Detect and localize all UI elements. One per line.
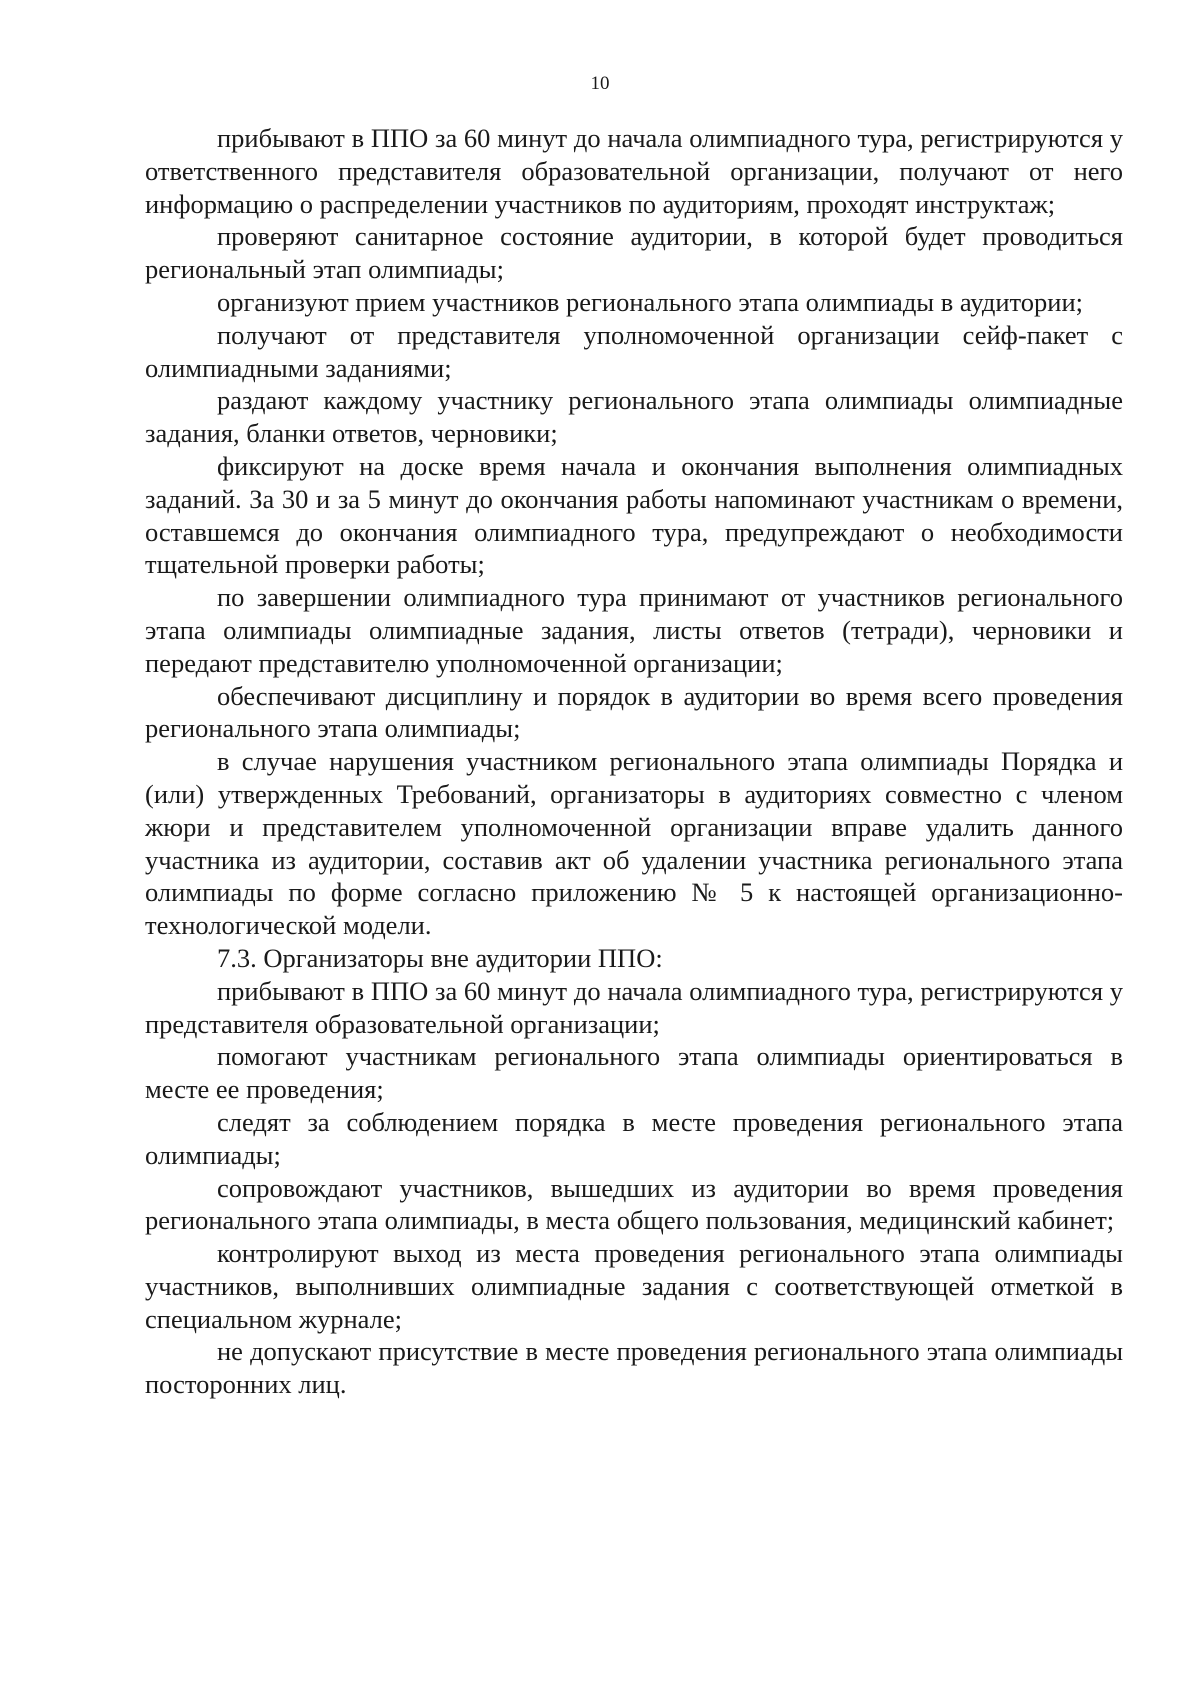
paragraph-safe-package: получают от представителя уполномоченной организации сейф-пакет с олимпиадными заданиями; <box>145 319 1123 383</box>
paragraph-exit-control: контролируют выход из места проведения регионального этапа олимпиады участников, выполнивших олимпиадные задания с соответствующей отметкой в специальном журнале; <box>145 1238 1123 1334</box>
paragraph-sanitary-check: проверяют санитарное состояние аудитории, в которой будет проводиться региональный этап олимпиады; <box>145 221 1123 285</box>
section-heading-7-3: 7.3. Организаторы вне аудитории ППО: <box>217 942 663 973</box>
page-body <box>145 122 1123 1401</box>
paragraph-arrival: прибывают в ППО за 60 минут до начала олимпиадного тура, регистрируются у ответственного представителя образовательной организации, получают от него информацию о распределении участников по аудиториям, проходят инструктаж; <box>145 123 1123 219</box>
paragraph-discipline: обеспечивают дисциплину и порядок в аудитории во время всего проведения регионального этапа олимпиады; <box>145 680 1123 744</box>
paragraph-escort: сопровождают участников, вышедших из аудитории во время проведения регионального этапа олимпиады, в места общего пользования, медицинский кабинет; <box>145 1172 1123 1236</box>
page-number: 10 <box>590 73 610 94</box>
paragraph-violation: в случае нарушения участником регионального этапа олимпиады Порядка и (или) утвержденных Требований, организаторы в аудиториях совместно с членом жюри и представителем уполномоченной организации вправе удалить данного участника из аудитории, составив акт об удалении участника регионального этапа олимпиады по форме согласно приложению № 5 к настоящей организационно-технологической модели. <box>145 746 1123 941</box>
paragraph-distribution: раздают каждому участнику регионального этапа олимпиады олимпиадные задания, бланки ответов, черновики; <box>145 385 1123 449</box>
paragraph-orientation: помогают участникам регионального этапа олимпиады ориентироваться в месте ее проведения; <box>145 1041 1123 1105</box>
paragraph-admission: организуют прием участников регионального этапа олимпиады в аудитории; <box>217 286 1083 317</box>
paragraph-order-control: следят за соблюдением порядка в месте проведения регионального этапа олимпиады; <box>145 1106 1123 1170</box>
paragraph-collection: по завершении олимпиадного тура принимают от участников регионального этапа олимпиады олимпиадные задания, листы ответов (тетради), черновики и передают представителю уполномоченной организации; <box>145 582 1123 678</box>
paragraph-time-fixing: фиксируют на доске время начала и окончания выполнения олимпиадных заданий. За 30 и за 5 минут до окончания работы напоминают участникам о времени, оставшемся до окончания олимпиадного тура, предупреждают о необходимости тщательной проверки работы; <box>145 450 1123 580</box>
paragraph-outsiders: не допускают присутствие в месте проведения регионального этапа олимпиады посторонних лиц. <box>145 1336 1123 1400</box>
paragraph-outside-arrival: прибывают в ППО за 60 минут до начала олимпиадного тура, регистрируются у представителя образовательной организации; <box>145 975 1123 1039</box>
